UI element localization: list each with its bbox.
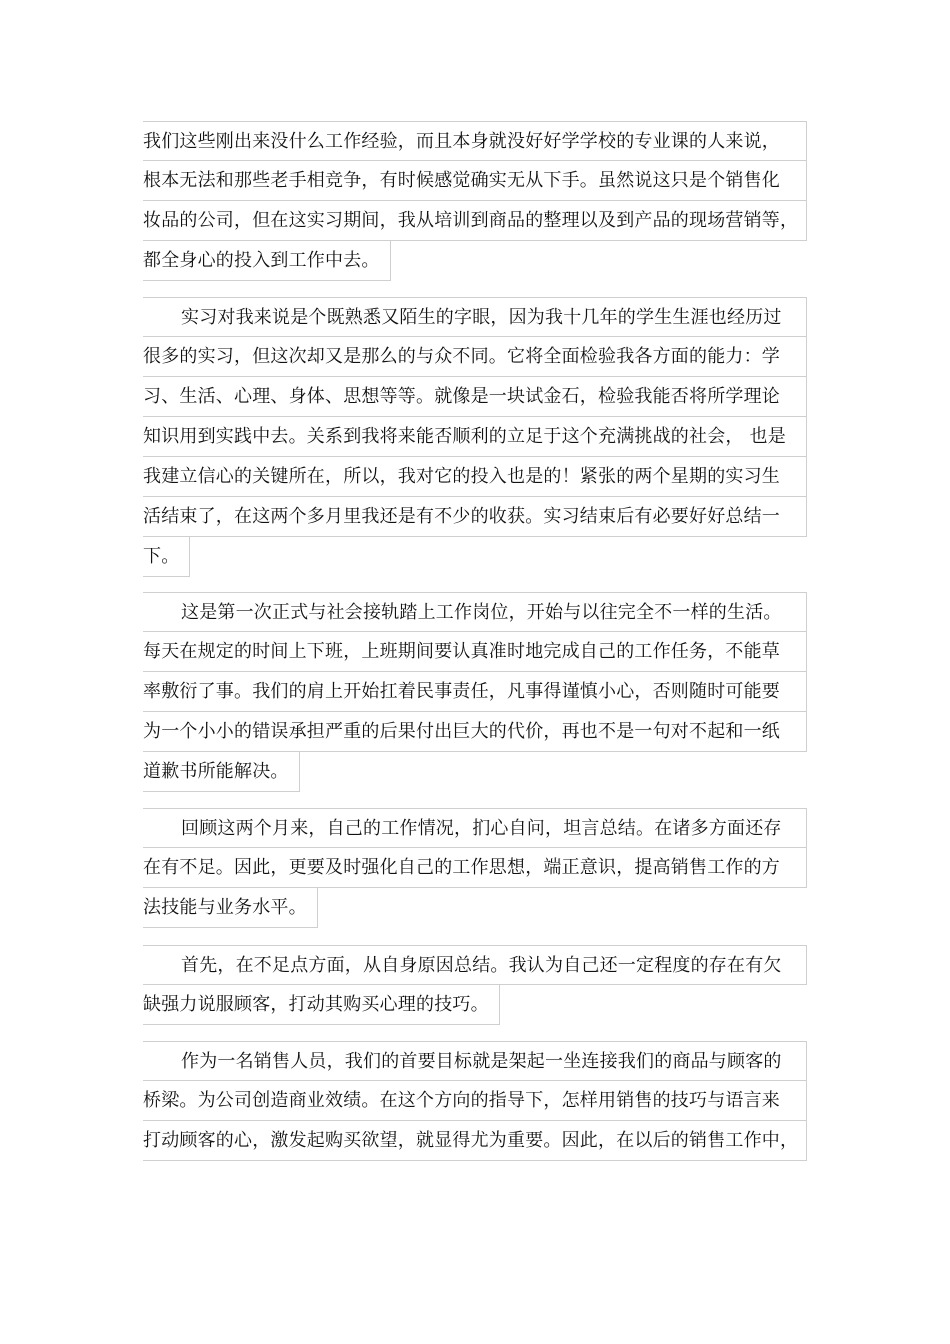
text-span: 这是第一次正式与社会接轨踏上工作岗位，开始与以往完全不一样的生活。 <box>181 602 782 623</box>
text-line-indented <box>143 297 807 337</box>
text-line-indented <box>143 1041 807 1081</box>
text-line: 妆品的公司，但在这实习期间，我从培训到商品的整理以及到产品的现场营销等， <box>143 201 807 241</box>
text-line: 根本无法和那些老手相竞争，有时候感觉确实无从下手。虽然说这只是个销售化 <box>143 161 807 201</box>
text-span: 回顾这两个月来，自己的工作情况，扪心自问，坦言总结。在诸多方面还存 <box>181 818 782 839</box>
text-line: 我们这些刚出来没什么工作经验，而且本身就没好好学学校的专业课的人来说， <box>143 121 807 161</box>
text-line: 道歉书所能解决。 <box>143 752 300 792</box>
text-line: 桥梁。为公司创造商业效绩。在这个方向的指导下，怎样用销售的技巧与语言来 <box>143 1081 807 1121</box>
text-line: 我建立信心的关键所在，所以，我对它的投入也是的！紧张的两个星期的实习生 <box>143 457 807 497</box>
paragraph-2 <box>143 297 807 581</box>
text-line-indented <box>143 808 807 848</box>
paragraph-1 <box>143 121 807 285</box>
text-line: 打动顾客的心，激发起购买欲望，就显得尤为重要。因此，在以后的销售工作中， <box>143 1121 807 1161</box>
text-line: 活结束了，在这两个多月里我还是有不少的收获。实习结束后有必要好好总结一 <box>143 497 807 537</box>
text-span: 首先，在不足点方面，从自身原因总结。我认为自己还一定程度的存在有欠 <box>181 955 782 976</box>
text-line: 缺强力说服顾客，打动其购买心理的技巧。 <box>143 985 500 1025</box>
paragraph-4 <box>143 808 807 932</box>
text-line: 法技能与业务水平。 <box>143 888 318 928</box>
text-line: 习、生活、心理、身体、思想等等。就像是一块试金石，检验我能否将所学理论 <box>143 377 807 417</box>
paragraph-5 <box>143 945 807 1029</box>
text-line: 很多的实习，但这次却又是那么的与众不同。它将全面检验我各方面的能力：学 <box>143 337 807 377</box>
text-line-indented <box>143 945 807 985</box>
text-line: 为一个小小的错误承担严重的后果付出巨大的代价，再也不是一句对不起和一纸 <box>143 712 807 752</box>
text-span: 作为一名销售人员，我们的首要目标就是架起一坐连接我们的商品与顾客的 <box>181 1051 782 1072</box>
paragraph-6 <box>143 1041 807 1161</box>
text-line: 每天在规定的时间上下班，上班期间要认真准时地完成自己的工作任务，不能草 <box>143 632 807 672</box>
text-line: 都全身心的投入到工作中去。 <box>143 241 391 281</box>
text-line: 下。 <box>143 537 190 577</box>
paragraph-3 <box>143 592 807 796</box>
text-line-indented <box>143 592 807 632</box>
text-line: 在有不足。因此，更要及时强化自己的工作思想，端正意识，提高销售工作的方 <box>143 848 807 888</box>
text-span: 实习对我来说是个既熟悉又陌生的字眼，因为我十几年的学生生涯也经历过 <box>181 307 782 328</box>
text-line: 知识用到实践中去。关系到我将来能否顺利的立足于这个充满挑战的社会， 也是 <box>143 417 807 457</box>
text-line: 率敷衍了事。我们的肩上开始扛着民事责任，凡事得谨慎小心，否则随时可能要 <box>143 672 807 712</box>
